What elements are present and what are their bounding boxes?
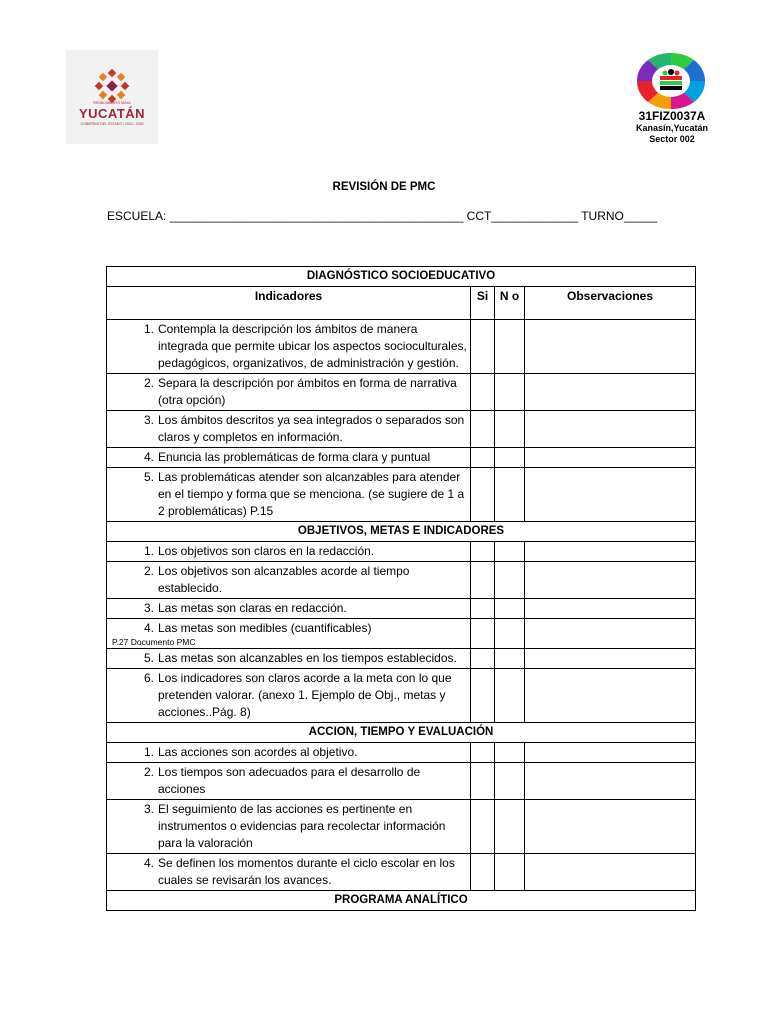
si-checkbox-cell[interactable] [471, 743, 495, 763]
indicator-text: Las metas son alcanzables en los tiempos establecidos. [158, 651, 457, 665]
indicator-cell [107, 649, 471, 669]
indicator-cell [107, 374, 471, 411]
indicator-text: Los indicadores son claros acorde a la meta con lo que pretenden valorar. (anexo 1. Ejemplo de Obj., metas y acciones..Pág. 8) [158, 671, 452, 719]
observations-cell[interactable] [525, 411, 696, 448]
si-checkbox-cell[interactable] [471, 763, 495, 800]
si-checkbox-cell[interactable] [471, 542, 495, 562]
indicator-number: 4. [143, 621, 154, 635]
indicator-row [107, 619, 696, 649]
indicator-number: 3. [143, 413, 154, 427]
indicator-item [110, 449, 467, 466]
indicator-text: Las metas son claras en redacción. [158, 601, 347, 615]
indicator-number: 2. [143, 564, 154, 578]
indicator-item [110, 375, 467, 409]
indicator-text: Las acciones son acordes al objetivo. [158, 745, 358, 759]
indicator-cell [107, 468, 471, 522]
indicator-number: 1. [143, 322, 154, 336]
indicator-cell [107, 448, 471, 468]
indicator-number: 5. [143, 470, 154, 484]
observations-cell[interactable] [525, 468, 696, 522]
observations-cell[interactable] [525, 619, 696, 649]
indicator-cell [107, 743, 471, 763]
observations-cell[interactable] [525, 669, 696, 723]
section-title: OBJETIVOS, METAS E INDICADORES [107, 522, 696, 542]
si-checkbox-cell[interactable] [471, 468, 495, 522]
section-title: PROGRAMA ANALÍTICO [107, 891, 696, 911]
no-checkbox-cell[interactable] [495, 599, 525, 619]
zone-sector: Sector 002 [649, 134, 695, 144]
observations-cell[interactable] [525, 649, 696, 669]
no-checkbox-cell[interactable] [495, 448, 525, 468]
indicator-number: 1. [143, 544, 154, 558]
indicator-row [107, 599, 696, 619]
indicator-number: 4. [143, 856, 154, 870]
indicator-item [110, 600, 467, 617]
indicator-number: 2. [143, 765, 154, 779]
indicator-row [107, 542, 696, 562]
indicator-item [110, 650, 467, 667]
indicator-item [110, 543, 467, 560]
indicator-cell [107, 320, 471, 374]
si-checkbox-cell[interactable] [471, 800, 495, 854]
section-title: DIAGNÓSTICO SOCIOEDUCATIVO [107, 267, 696, 287]
no-checkbox-cell[interactable] [495, 763, 525, 800]
yucatan-government-logo [66, 50, 158, 144]
no-checkbox-cell[interactable] [495, 800, 525, 854]
observations-cell[interactable] [525, 599, 696, 619]
no-checkbox-cell[interactable] [495, 468, 525, 522]
indicator-cell [107, 619, 471, 649]
indicator-text: Separa la descripción por ámbitos en forma de narrativa (otra opción) [158, 376, 457, 407]
indicator-item [110, 321, 467, 372]
indicator-cell [107, 599, 471, 619]
indicators-header: Indicadores [107, 287, 471, 320]
indicator-row [107, 669, 696, 723]
indicator-text: Contempla la descripción los ámbitos de manera integrada que permite ubicar los aspectos socioculturales, pedagógicos, organizativos, de administración y gestión. [158, 322, 467, 370]
indicator-number: 1. [143, 745, 154, 759]
indicator-text: Los objetivos son claros en la redacción. [158, 544, 375, 558]
section-header-row [107, 891, 696, 911]
observations-cell[interactable] [525, 800, 696, 854]
indicator-item [110, 563, 467, 597]
no-checkbox-cell[interactable] [495, 320, 525, 374]
no-checkbox-cell[interactable] [495, 542, 525, 562]
indicator-text: Las metas son medibles (cuantificables) [158, 621, 372, 635]
logo-bottom-text: GOBIERNO DEL ESTADO | 2024 - 2030 [80, 122, 144, 126]
indicator-number: 4. [143, 450, 154, 464]
indicator-item [110, 670, 467, 721]
school-info-line: ESCUELA: ____________________________________________ CCT_____________ TURNO_____ [107, 209, 658, 223]
observations-cell[interactable] [525, 448, 696, 468]
observations-cell[interactable] [525, 320, 696, 374]
si-checkbox-cell[interactable] [471, 669, 495, 723]
logo-top-text: RENACIMIENTO MAYA [93, 101, 131, 105]
si-checkbox-cell[interactable] [471, 599, 495, 619]
indicator-row [107, 649, 696, 669]
observations-cell[interactable] [525, 854, 696, 891]
indicator-text: Las problemáticas atender son alcanzables para atender en el tiempo y forma que se menciona. (se sugiere de 1 a 2 problemáticas) P.15 [158, 470, 465, 518]
school-zone-logo [636, 52, 706, 110]
indicator-row [107, 562, 696, 599]
indicator-row [107, 468, 696, 522]
rosette-icon [94, 68, 130, 104]
section-header-row [107, 723, 696, 743]
indicator-text: El seguimiento de las acciones es pertinente en instrumentos o evidencias para recolectar información para la valoración [158, 802, 446, 850]
indicator-item [110, 469, 467, 520]
si-checkbox-cell[interactable] [471, 320, 495, 374]
indicator-number: 6. [143, 671, 154, 685]
indicator-row [107, 411, 696, 448]
no-checkbox-cell[interactable] [495, 374, 525, 411]
no-checkbox-cell[interactable] [495, 669, 525, 723]
indicator-cell [107, 800, 471, 854]
zone-code: 31FIZ0037A [638, 109, 706, 123]
indicator-cell [107, 562, 471, 599]
observations-cell[interactable] [525, 374, 696, 411]
indicator-text: Los tiempos son adecuados para el desarrollo de acciones [158, 765, 421, 796]
no-checkbox-cell[interactable] [495, 743, 525, 763]
indicator-text: Los objetivos son alcanzables acorde al tiempo establecido. [158, 564, 410, 595]
no-checkbox-cell[interactable] [495, 619, 525, 649]
indicator-item [110, 801, 467, 852]
si-checkbox-cell[interactable] [471, 562, 495, 599]
indicator-number: 5. [143, 651, 154, 665]
no-checkbox-cell[interactable] [495, 411, 525, 448]
si-checkbox-cell[interactable] [471, 374, 495, 411]
indicator-note: P.27 Documento PMC [112, 637, 196, 647]
no-checkbox-cell[interactable] [495, 562, 525, 599]
indicator-text: Los ámbitos descritos ya sea integrados o separados son claros y completos en información. [158, 413, 465, 444]
indicator-number: 2. [143, 376, 154, 390]
indicator-item [110, 412, 467, 446]
indicator-row [107, 743, 696, 763]
indicator-item [110, 620, 467, 637]
si-checkbox-cell[interactable] [471, 854, 495, 891]
indicator-number: 3. [143, 601, 154, 615]
section-title: ACCION, TIEMPO Y EVALUACIÓN [107, 723, 696, 743]
indicator-cell [107, 763, 471, 800]
observations-cell[interactable] [525, 763, 696, 800]
si-checkbox-cell[interactable] [471, 649, 495, 669]
indicator-item [110, 744, 467, 761]
document-title: REVISIÓN DE PMC [332, 181, 436, 193]
si-header: Si [471, 287, 495, 320]
indicator-text: Enuncia las problemáticas de forma clara y puntual [158, 450, 431, 464]
si-checkbox-cell[interactable] [471, 619, 495, 649]
indicator-cell [107, 669, 471, 723]
indicator-number: 3. [143, 802, 154, 816]
indicator-row [107, 448, 696, 468]
si-checkbox-cell[interactable] [471, 448, 495, 468]
indicator-item [110, 764, 467, 798]
observations-cell[interactable] [525, 562, 696, 599]
observations-cell[interactable] [525, 743, 696, 763]
indicator-cell [107, 854, 471, 891]
indicator-cell [107, 542, 471, 562]
no-checkbox-cell[interactable] [495, 649, 525, 669]
indicator-row [107, 320, 696, 374]
observations-header: Observaciones [525, 287, 696, 320]
indicator-cell [107, 411, 471, 448]
no-checkbox-cell[interactable] [495, 854, 525, 891]
school-zone-info [612, 110, 732, 145]
logo-name: YUCATÁN [78, 106, 146, 121]
zone-location: Kanasín,Yucatán [635, 123, 709, 133]
section-header-row [107, 522, 696, 542]
indicator-row [107, 763, 696, 800]
indicator-text: Se definen los momentos durante el ciclo escolar en los cuales se revisarán los avances. [158, 856, 455, 887]
review-table [106, 266, 696, 911]
section-header-row [107, 267, 696, 287]
indicator-row [107, 800, 696, 854]
column-header-row [107, 287, 696, 320]
indicator-item [110, 855, 467, 889]
indicator-row [107, 854, 696, 891]
si-checkbox-cell[interactable] [471, 411, 495, 448]
no-header: N o [495, 287, 525, 320]
indicator-row [107, 374, 696, 411]
observations-cell[interactable] [525, 542, 696, 562]
